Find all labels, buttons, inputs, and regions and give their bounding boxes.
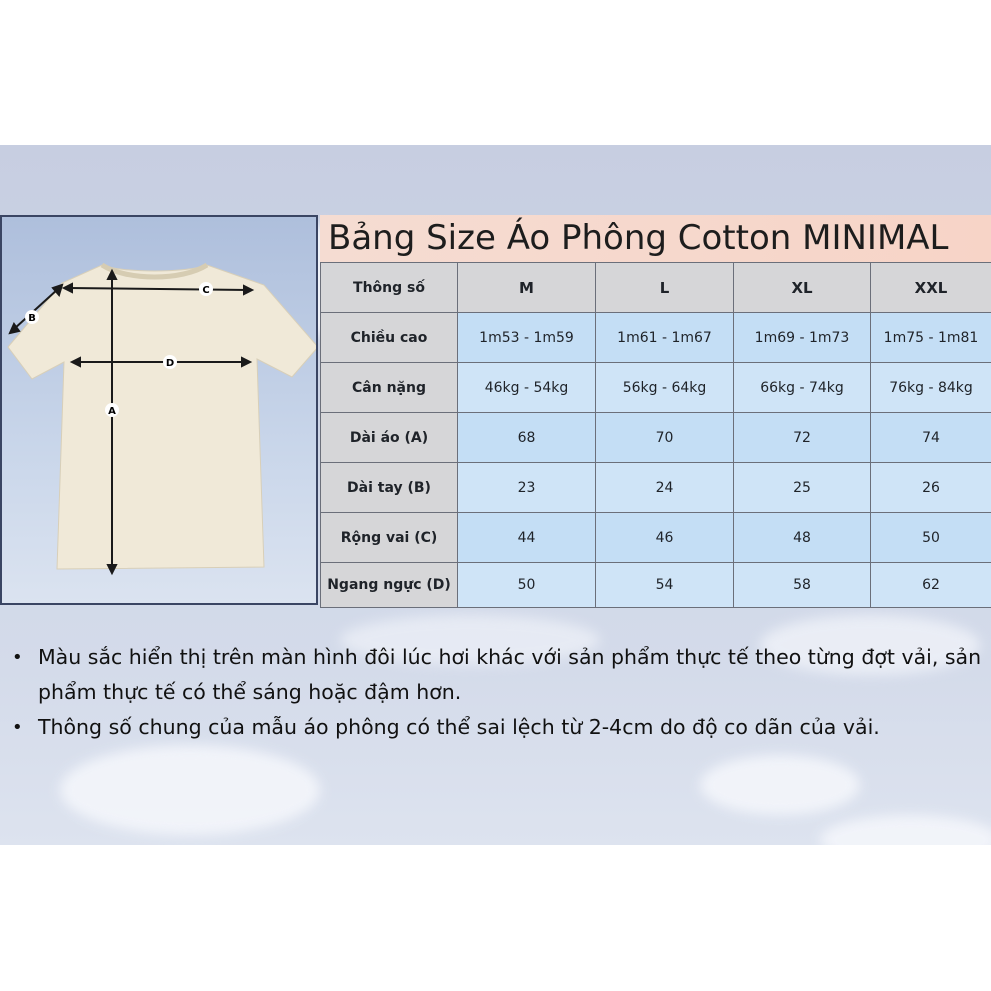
table-cell: 58 <box>734 563 871 608</box>
row-label: Dài tay (B) <box>321 463 458 513</box>
table-cell: 25 <box>734 463 871 513</box>
table-cell: 70 <box>596 413 734 463</box>
table-row <box>321 563 991 608</box>
table-cell: 54 <box>596 563 734 608</box>
list-item <box>12 710 991 745</box>
column-header-m: M <box>458 263 596 313</box>
table-cell: 1m69 - 1m73 <box>734 313 871 363</box>
row-label: Dài áo (A) <box>321 413 458 463</box>
cloud-shape <box>60 745 320 835</box>
table-cell: 56kg - 64kg <box>596 363 734 413</box>
table-cell: 48 <box>734 513 871 563</box>
table-cell: 1m61 - 1m67 <box>596 313 734 363</box>
note-text: Thông số chung của mẫu áo phông có thể sai lệch từ 2-4cm do độ co dãn của vải. <box>38 715 880 739</box>
list-item <box>12 640 991 710</box>
tshirt-measurement-diagram <box>2 217 318 605</box>
table-cell: 46 <box>596 513 734 563</box>
table-cell: 72 <box>734 413 871 463</box>
cloud-shape <box>820 815 991 845</box>
table-row <box>321 413 991 463</box>
cloud-shape <box>700 755 860 815</box>
table-cell: 44 <box>458 513 596 563</box>
table-row <box>321 463 991 513</box>
table-cell: 76kg - 84kg <box>871 363 991 413</box>
label-d: D <box>165 358 175 369</box>
table-header-row <box>321 263 991 313</box>
tshirt-shape <box>8 265 318 569</box>
note-text: Màu sắc hiển thị trên màn hình đôi lúc hơi khác với sản phẩm thực tế theo từng đợt vải, sản phẩm thực tế có thể sáng hoặc đậm hơn. <box>38 645 982 704</box>
table-cell: 1m75 - 1m81 <box>871 313 991 363</box>
sky-background-panel <box>0 145 991 845</box>
table-cell: 62 <box>871 563 991 608</box>
notes-list <box>10 640 991 745</box>
table-cell: 74 <box>871 413 991 463</box>
table-corner-cell: Thông số <box>321 263 458 313</box>
column-header-xxl: XXL <box>871 263 991 313</box>
table-row <box>321 513 991 563</box>
label-b: B <box>28 313 36 324</box>
table-cell: 24 <box>596 463 734 513</box>
column-header-l: L <box>596 263 734 313</box>
column-header-xl: XL <box>734 263 871 313</box>
label-c: C <box>202 285 210 296</box>
row-label: Rộng vai (C) <box>321 513 458 563</box>
table-cell: 46kg - 54kg <box>458 363 596 413</box>
table-row <box>321 363 991 413</box>
table-cell: 26 <box>871 463 991 513</box>
label-a: A <box>108 406 116 417</box>
bullet-icon: • <box>12 647 23 668</box>
table-cell: 68 <box>458 413 596 463</box>
table-cell: 50 <box>458 563 596 608</box>
shirt-diagram-frame <box>0 215 318 605</box>
table-row <box>321 313 991 363</box>
row-label: Cân nặng <box>321 363 458 413</box>
table-cell: 66kg - 74kg <box>734 363 871 413</box>
row-label: Chiều cao <box>321 313 458 363</box>
table-cell: 1m53 - 1m59 <box>458 313 596 363</box>
bullet-icon: • <box>12 717 23 738</box>
table-cell: 50 <box>871 513 991 563</box>
size-chart-title: Bảng Size Áo Phông Cotton MINIMAL <box>320 215 991 262</box>
row-label: Ngang ngực (D) <box>321 563 458 608</box>
size-chart-table <box>320 262 991 608</box>
table-cell: 23 <box>458 463 596 513</box>
arrow-head <box>108 565 116 573</box>
